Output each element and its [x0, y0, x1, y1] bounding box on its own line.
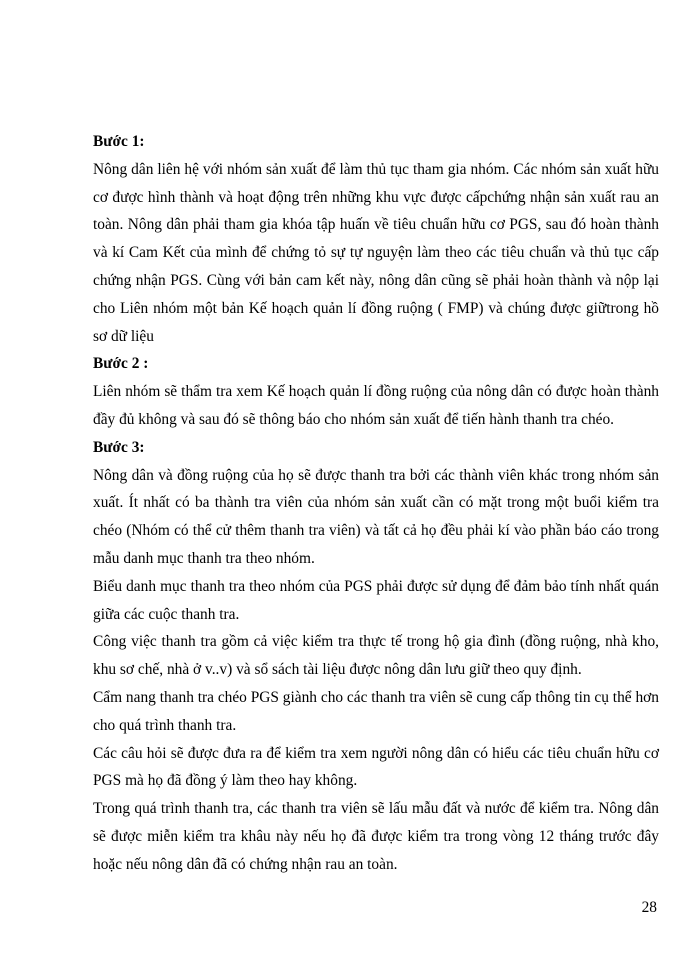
step-3-paragraph-3: Công việc thanh tra gồm cả việc kiểm tra thực tế trong hộ gia đình (đồng ruộng, nhà kho, khu sơ chế, nhà ở v..v) và sổ sách tài liệu được nông dân lưu giữ theo quy định. [93, 633, 659, 679]
step-2-heading: Bước 2 : [93, 355, 149, 373]
page-number: 28 [641, 899, 657, 916]
step-3-paragraph-5: Các câu hỏi sẽ được đưa ra để kiểm tra xem người nông dân có hiểu các tiêu chuẩn hữu cơ PGS mà họ đã đồng ý làm theo hay không. [93, 744, 659, 790]
step-2-paragraph: Liên nhóm sẽ thẩm tra xem Kế hoạch quản lí đồng ruộng của nông dân có được hoàn thành đầy đủ không và sau đó sẽ thông báo cho nhóm sản xuất để tiến hành thanh tra chéo. [93, 383, 659, 428]
step-3-paragraph-1: Nông dân và đồng ruộng của họ sẽ được thanh tra bởi các thành viên khác trong nhóm sản xuất. Ít nhất có ba thành tra viên của nhóm sản xuất cần có mặt trong một buổi kiểm tra chéo (Nhóm có thể cử thêm thanh tra viên) và tất cả họ đều phải kí vào phần báo cáo trong mẫu danh mục thanh tra theo nhóm. [93, 466, 659, 567]
section-step-1 [93, 128, 659, 350]
document-body [93, 128, 659, 879]
section-step-3 [93, 434, 659, 879]
step-1-heading: Bước 1: [93, 133, 145, 150]
step-3-paragraph-4: Cẩm nang thanh tra chéo PGS giành cho các thanh tra viên sẽ cung cấp thông tin cụ thể hơn cho quá trình thanh tra. [93, 688, 659, 734]
step-3-paragraph-6: Trong quá trình thanh tra, các thanh tra viên sẽ lấu mẫu đất và nước để kiểm tra. Nông dân sẽ được miễn kiểm tra khâu này nếu họ đã được kiểm tra trong vòng 12 tháng trước đây hoặc nếu nông dân đã có chứng nhận rau an toàn. [93, 800, 659, 873]
step-3-heading: Bước 3: [93, 438, 145, 456]
section-step-2 [93, 350, 659, 433]
step-1-paragraph: Nông dân liên hệ với nhóm sản xuất để làm thủ tục tham gia nhóm. Các nhóm sản xuất hữu cơ được hình thành và hoạt động trên những khu vực được cấpchứng nhận sản xuất rau an toàn. Nông dân phải tham gia khóa tập huấn về tiêu chuẩn hữu cơ PGS, sau đó hoàn thành và kí Cam Kết của mình để chứng tỏ sự tự nguyện làm theo các tiêu chuẩn và thủ tục cấp chứng nhận PGS. Cùng với bản cam kết này, nông dân cũng sẽ phải hoàn thành và nộp lại cho Liên nhóm một bản Kế hoạch quản lí đồng ruộng ( FMP) và chúng được giữtrong hồ sơ dữ liệu [93, 160, 659, 345]
step-3-paragraph-2: Biểu danh mục thanh tra theo nhóm của PGS phải được sử dụng để đảm bảo tính nhất quán giữa các cuộc thanh tra. [93, 577, 659, 623]
